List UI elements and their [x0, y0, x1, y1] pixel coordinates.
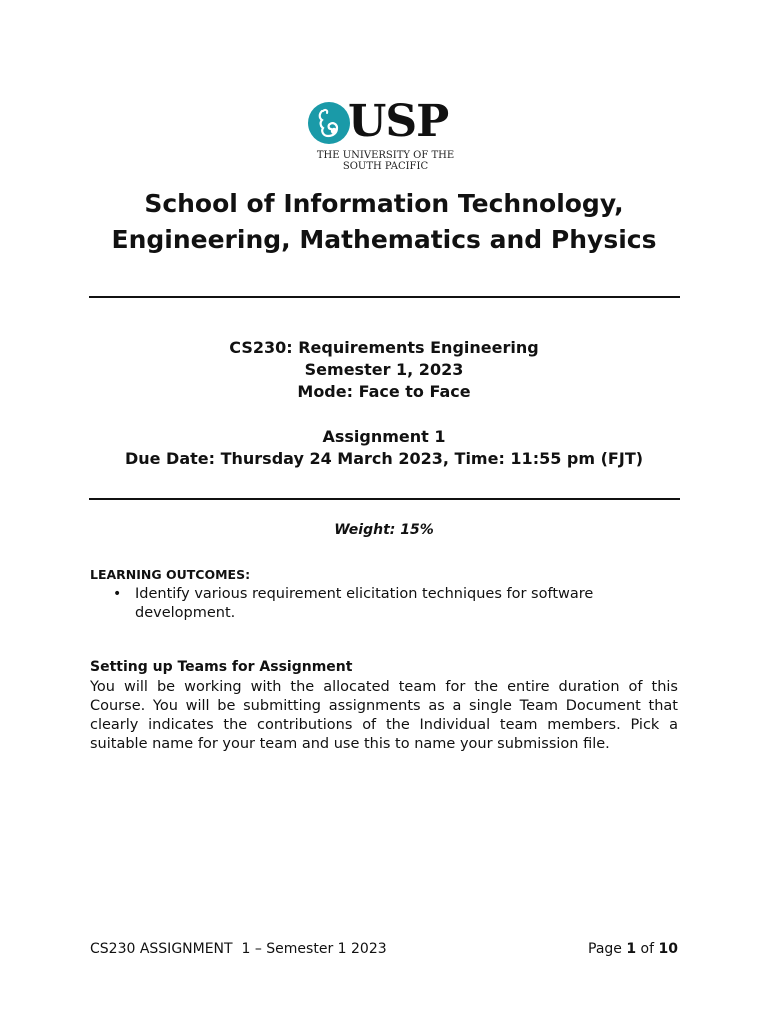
footer-course-label: CS230 ASSIGNMENT 1 – Semester 1 2023 — [90, 941, 387, 957]
usp-emblem-icon — [308, 102, 350, 144]
assignment-info — [90, 426, 678, 470]
learning-outcome-item: Identify various requirement elicitation techniques for software development. — [135, 586, 594, 621]
assignment-weight: Weight: 15% — [334, 522, 434, 538]
logo-subtitle-line1: THE UNIVERSITY OF THE — [316, 150, 455, 161]
course-semester: Semester 1, 2023 — [304, 360, 464, 379]
assignment-name: Assignment 1 — [322, 427, 446, 446]
footer-page-current: 1 — [626, 941, 637, 957]
logo-subtitle-line2: SOUTH PACIFIC — [342, 161, 429, 172]
footer-page-prefix: Page — [588, 941, 627, 957]
bullet-icon: • — [113, 586, 122, 602]
assignment-due-date: Due Date: Thursday 24 March 2023, Time: 11:55 pm (FJT) — [124, 449, 644, 468]
footer-page-of: of — [636, 941, 659, 957]
school-title-line2: Engineering, Mathematics and Physics — [111, 225, 657, 254]
bottom-divider — [89, 498, 680, 500]
top-divider — [89, 296, 680, 298]
teams-heading: Setting up Teams for Assignment — [90, 659, 353, 675]
footer-page-total: 10 — [658, 941, 678, 957]
learning-outcomes-heading: LEARNING OUTCOMES: — [90, 567, 251, 582]
teams-paragraph: You will be working with the allocated team for the entire duration of this Course. You will be submitting assignments as a single Team Document that clearly indicates the contributions of the Individual team members. Pick a suitable name for your team and use this to name your submission file. — [90, 679, 678, 752]
school-title — [90, 186, 678, 258]
course-info — [90, 337, 678, 403]
course-mode: Mode: Face to Face — [297, 382, 471, 401]
usp-logo-subtitle — [308, 150, 463, 172]
school-title-line1: School of Information Technology, — [144, 189, 624, 218]
footer-page-number — [588, 941, 678, 957]
usp-wordmark: USP — [348, 96, 449, 147]
course-title: CS230: Requirements Engineering — [229, 338, 539, 357]
usp-logo — [308, 96, 468, 174]
